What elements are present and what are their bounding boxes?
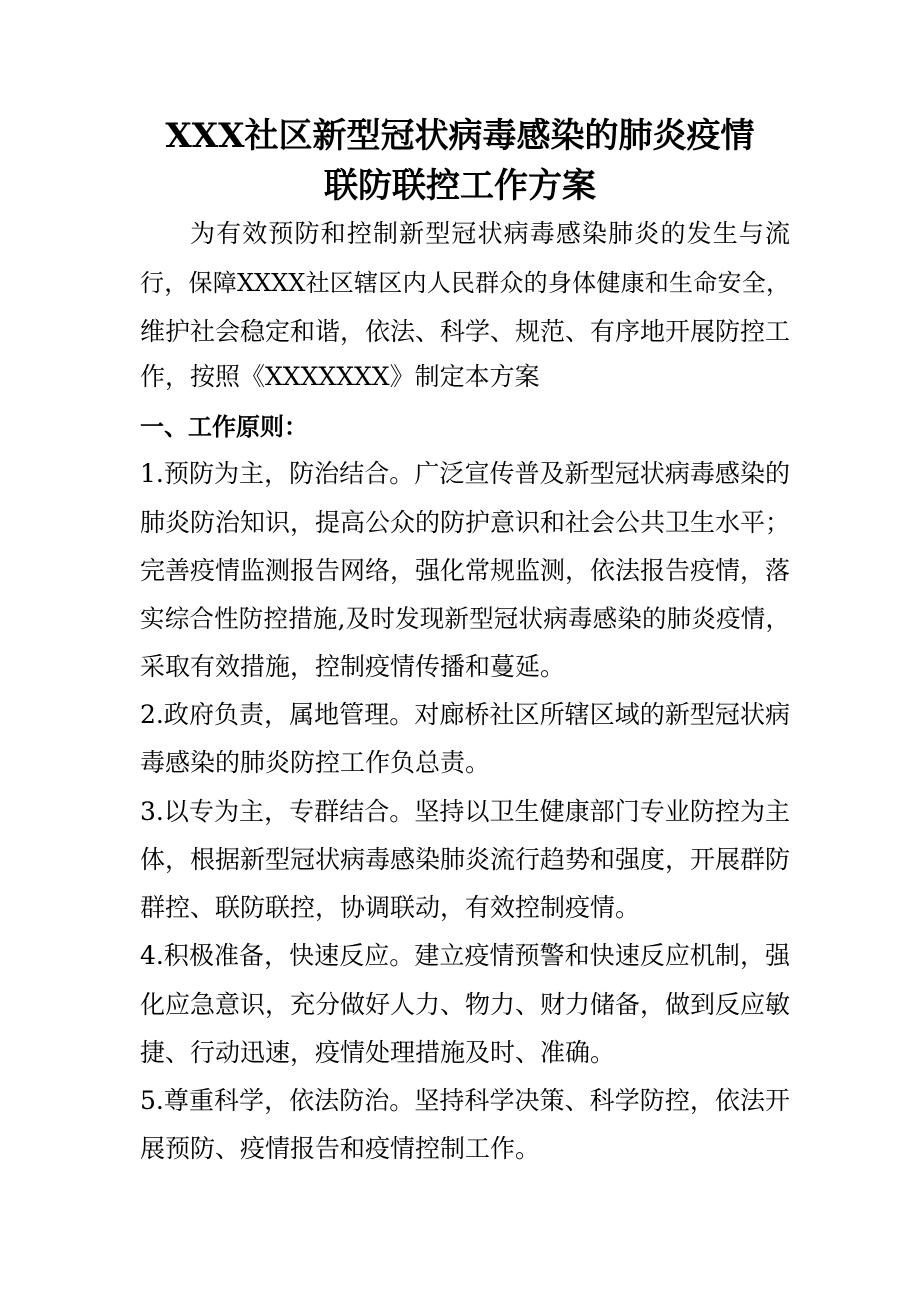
principle-4-line: 4.积极准备，快速反应。建立疫情预警和快速反应机制，强 — [140, 941, 790, 970]
principle-4-line: 捷、行动迅速，疫情处理措施及时、准确。 — [140, 1038, 616, 1067]
document-title-line-1: XXX社区新型冠状病毒感染的肺炎疫情 — [165, 116, 755, 156]
document-title-line-2: 联防联控工作方案 — [324, 166, 596, 206]
intro-line: 维护社会稳定和谐，依法、科学、规范、有序地开展防控工 — [140, 317, 791, 346]
principle-1-line: 肺炎防治知识，提高公众的防护意识和社会公共卫生水平； — [140, 508, 791, 537]
intro-line: 作，按照《XXXXXXX》制定本方案 — [140, 362, 540, 391]
principle-5-line: 5.尊重科学，依法防治。坚持科学决策、科学防控，依法开 — [140, 1086, 790, 1115]
principle-5-line: 展预防、疫情报告和疫情控制工作。 — [140, 1134, 541, 1163]
principle-2-line: 2.政府负责，属地管理。对廊桥社区所辖区域的新型冠状病 — [140, 700, 790, 729]
principle-1-line: 1.预防为主，防治结合。广泛宣传普及新型冠状病毒感染的 — [140, 459, 790, 488]
section-heading: 一、工作原则： — [140, 413, 308, 441]
principle-1-line: 采取有效措施，控制疫情传播和蔓延。 — [140, 652, 566, 681]
principle-4-line: 化应急意识，充分做好人力、物力、财力储备，做到反应敏 — [140, 990, 791, 1019]
principle-3-line: 群控、联防联控，协调联动，有效控制疫情。 — [140, 893, 641, 922]
intro-line: 行，保障XXXX社区辖区内人民群众的身体健康和生命安全， — [140, 269, 790, 297]
intro-line: 为有效预防和控制新型冠状病毒感染肺炎的发生与流 — [190, 219, 790, 248]
principle-1-line: 完善疫情监测报告网络，强化常规监测，依法报告疫情，落 — [140, 556, 791, 585]
principle-1-line: 实综合性防控措施,及时发现新型冠状病毒感染的肺炎疫情， — [140, 604, 790, 633]
principle-2-line: 毒感染的肺炎防控工作负总责。 — [140, 748, 491, 777]
principle-3-line: 体，根据新型冠状病毒感染肺炎流行趋势和强度，开展群防 — [140, 845, 791, 874]
principle-3-line: 3.以专为主，专群结合。坚持以卫生健康部门专业防控为主 — [140, 797, 790, 826]
